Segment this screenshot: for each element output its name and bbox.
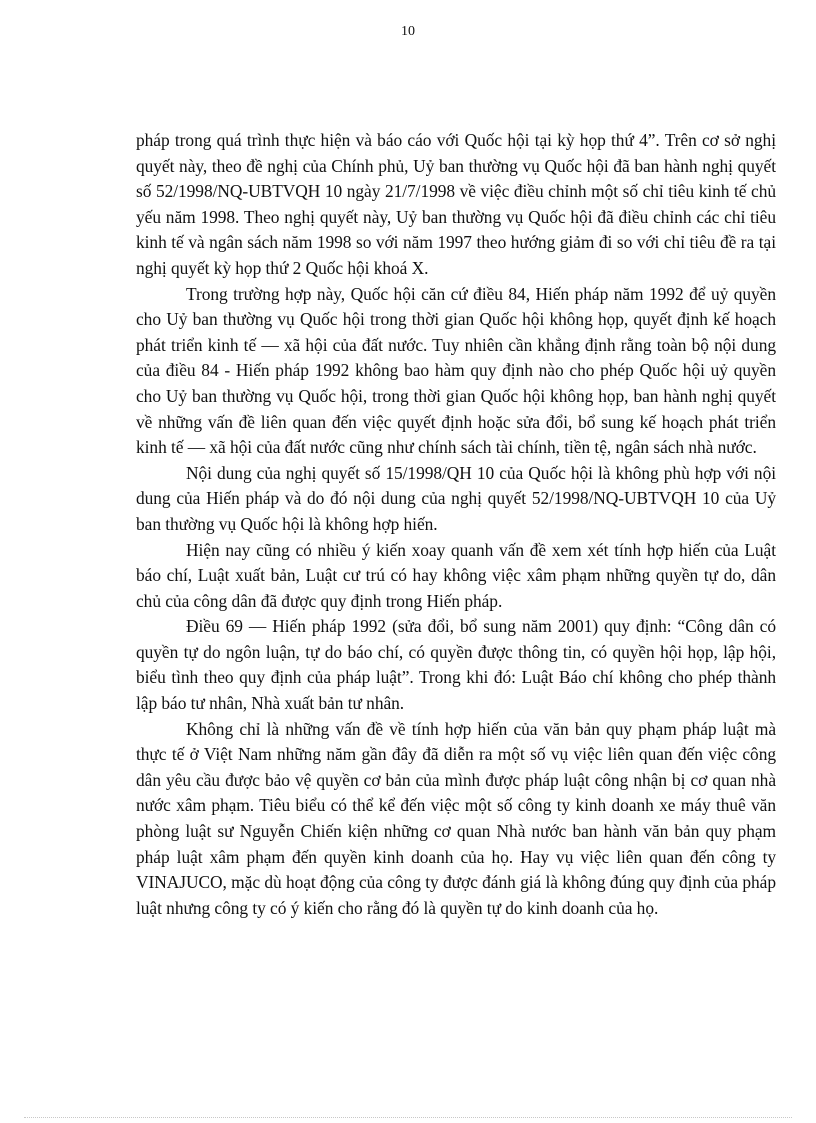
bottom-divider <box>24 1117 792 1118</box>
paragraph-article-69: Điều 69 — Hiến pháp 1992 (sửa đổi, bổ sung năm 2001) quy định: “Công dân có quyền tự do ngôn luận, tự do báo chí, có quyền được thông tin, có quyền hội họp, lập hội, biểu tình theo quy định của pháp luật”. Trong khi đó: Luật Báo chí không cho phép thành lập báo tư nhân, Nhà xuất bản tư nhân. <box>136 616 776 714</box>
paragraph-delegation: Trong trường hợp này, Quốc hội căn cứ điều 84, Hiến pháp năm 1992 để uỷ quyền cho Uỷ ban thường vụ Quốc hội trong thời gian Quốc hội không họp, quyết định kế hoạch phát triển kinh tế — xã hội của đất nước. Tuy nhiên cần khẳng định rằng toàn bộ nội dung của điều 84 - Hiến pháp 1992 không bao hàm quy định nào cho phép Quốc hội uỷ quyền cho Uỷ ban thường vụ Quốc hội, trong thời gian Quốc hội không họp, ban hành nghị quyết về những vấn đề liên quan đến việc quyết định hoặc sửa đổi, bổ sung kế hoạch phát triển kinh tế — xã hội của đất nước cũng như chính sách tài chính, tiền tệ, ngân sách nhà nước. <box>136 283 776 458</box>
paragraph-citizen-rights: Không chỉ là những vấn đề về tính hợp hiến của văn bản quy phạm pháp luật mà thực tế ở Việt Nam những năm gần đây đã diễn ra một số vụ việc liên quan đến việc công dân yêu cầu được bảo vệ quyền cơ bản của mình được pháp luật công nhận bị cơ quan nhà nước xâm phạm. Tiêu biểu có thể kể đến việc một số công ty kinh doanh xe máy thuê văn phòng luật sư Nguyễn Chiến kiện những cơ quan Nhà nước ban hành văn bản quy phạm pháp luật xâm phạm đến quyền kinh doanh của họ. Hay vụ việc liên quan đến công ty VINAJUCO, mặc dù hoạt động của công ty được đánh giá là không đúng quy định của pháp luật nhưng công ty có ý kiến cho rằng đó là quyền tự do kinh doanh của họ. <box>136 718 776 918</box>
paragraph-continuation: pháp trong quá trình thực hiện và báo cáo với Quốc hội tại kỳ họp thứ 4”. Trên cơ sở nghị quyết này, theo đề nghị của Chính phủ, Uỷ ban thường vụ Quốc hội đã ban hành nghị quyết số 52/1998/NQ-UBTVQH 10 ngày 21/7/1998 về việc điều chỉnh một số chỉ tiêu kinh tế chủ yếu năm 1998. Theo nghị quyết này, Uỷ ban thường vụ Quốc hội đã điều chỉnh các chỉ tiêu kinh tế và ngân sách năm 1998 so với năm 1997 theo hướng giảm đi so với chỉ tiêu đề ra tại nghị quyết kỳ họp thứ 2 Quốc hội khoá X. <box>136 130 776 278</box>
body-text <box>136 128 776 921</box>
page-number: 10 <box>401 24 415 39</box>
paragraph-press-law: Hiện nay cũng có nhiều ý kiến xoay quanh vấn đề xem xét tính hợp hiến của Luật báo chí, Luật xuất bản, Luật cư trú có hay không việc xâm phạm những quyền tự do, dân chủ của công dân đã được quy định trong Hiến pháp. <box>136 539 776 611</box>
paragraph-resolution-content: Nội dung của nghị quyết số 15/1998/QH 10 của Quốc hội là không phù hợp với nội dung của Hiến pháp và do đó nội dung của nghị quyết 52/1998/NQ-UBTVQH 10 của Uỷ ban thường vụ Quốc hội là không hợp hiến. <box>136 462 776 534</box>
